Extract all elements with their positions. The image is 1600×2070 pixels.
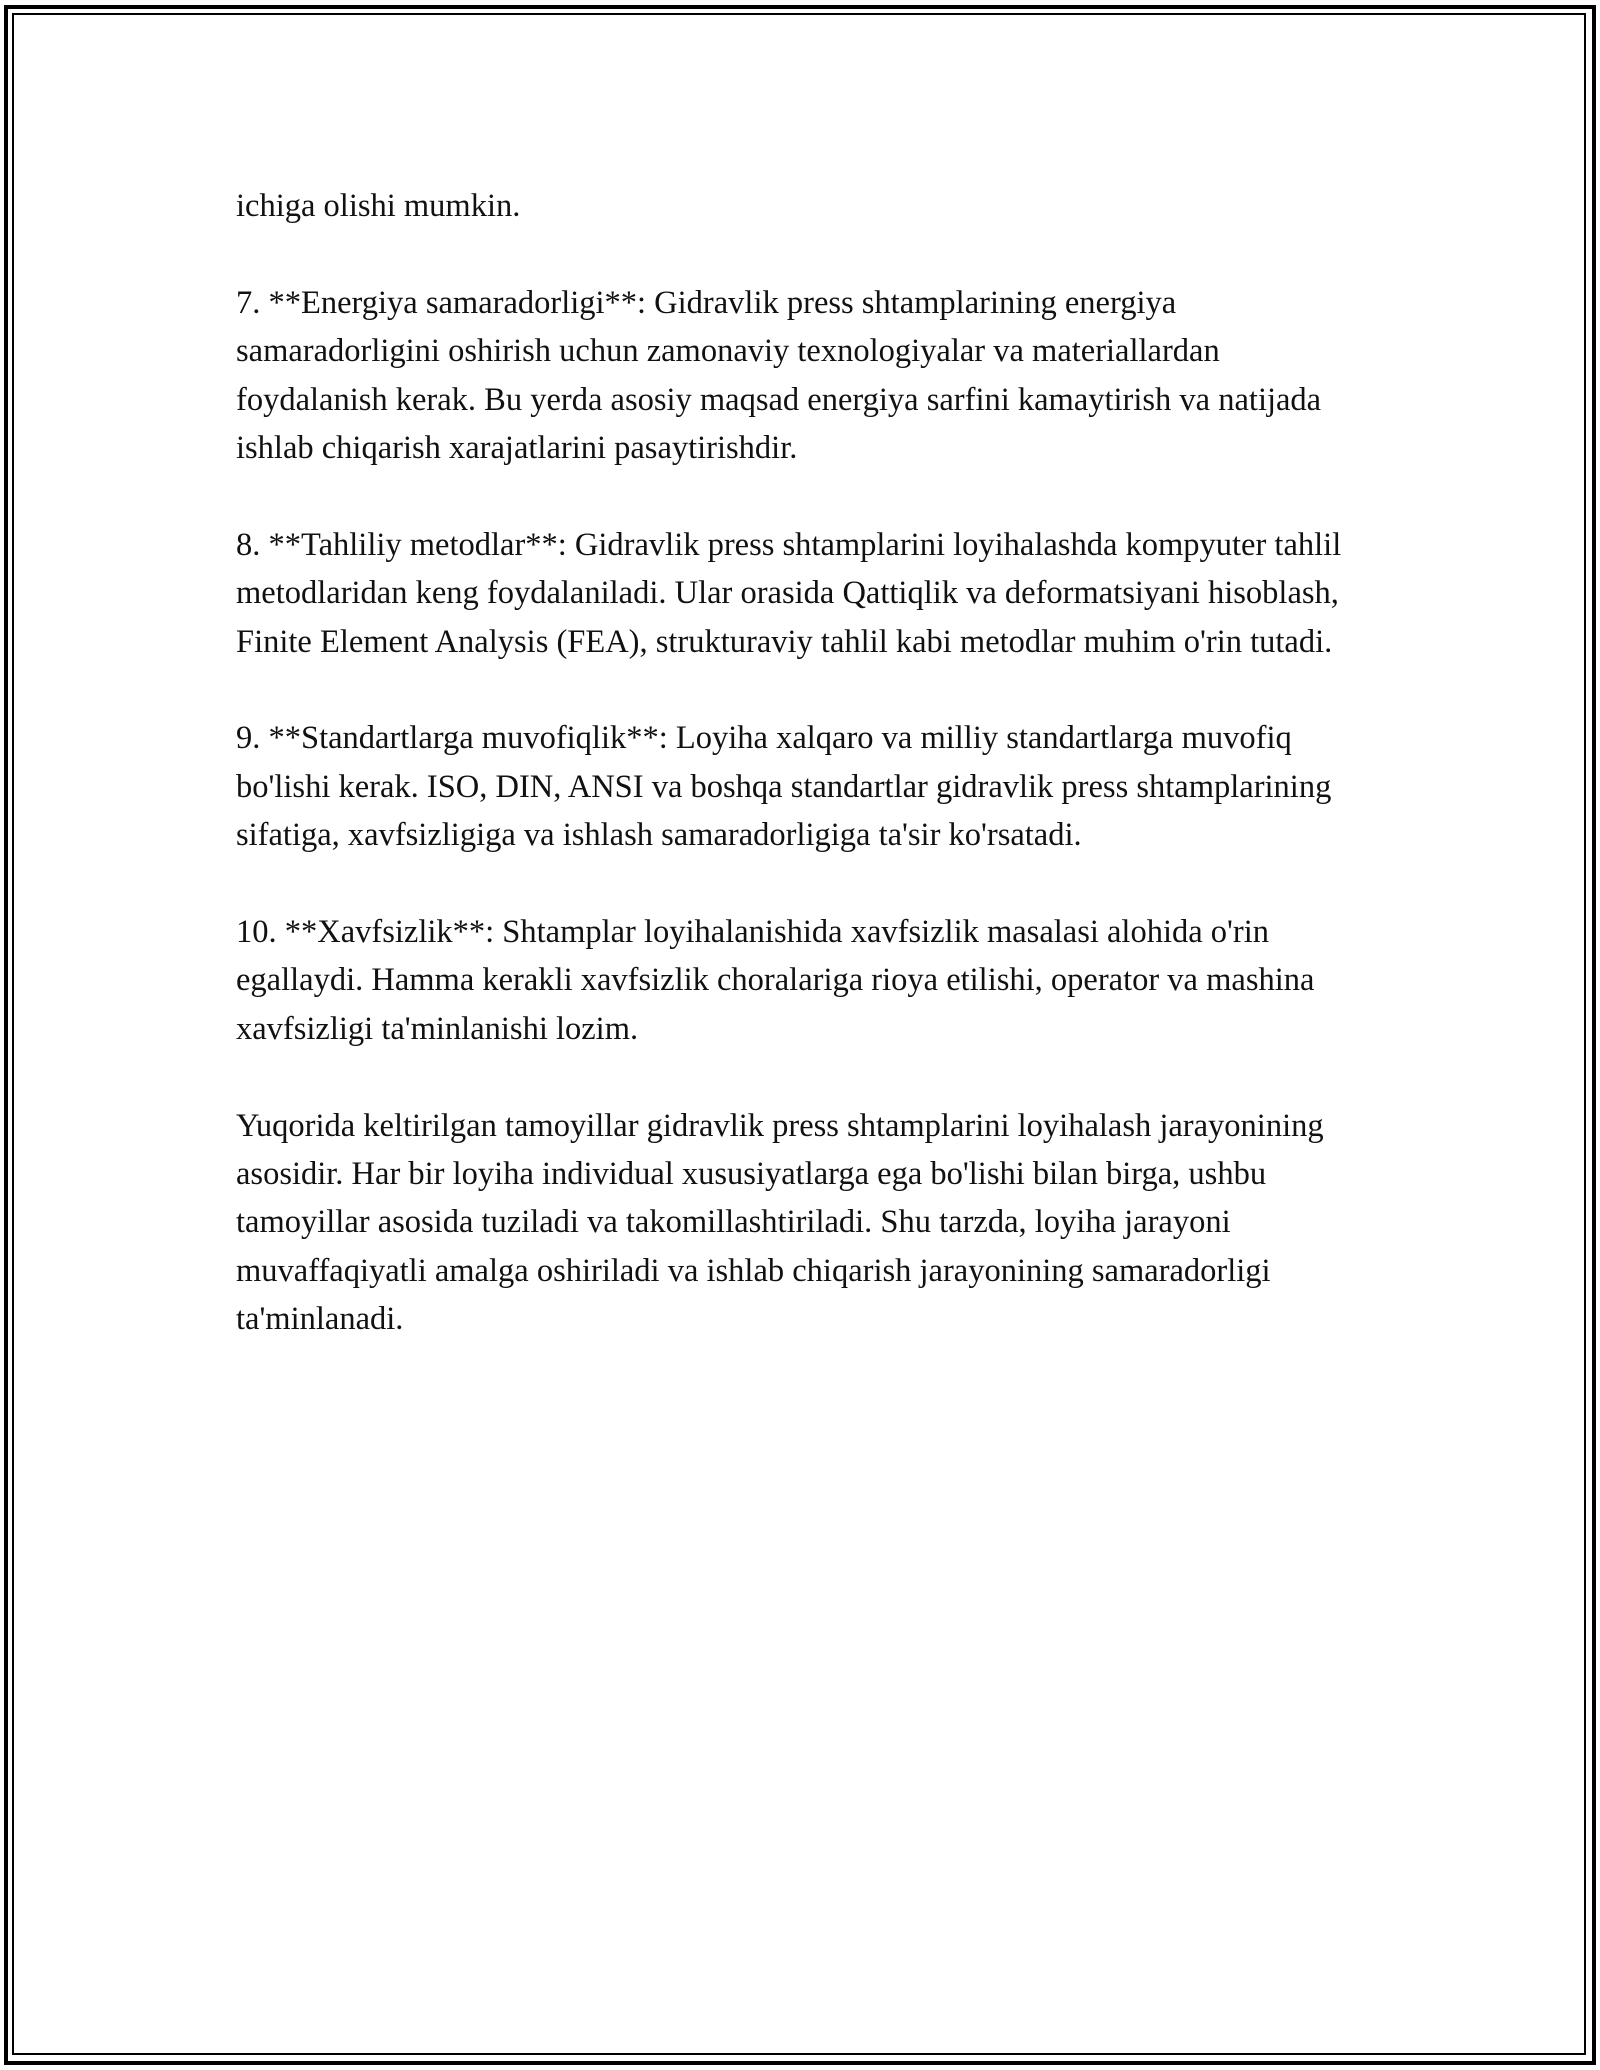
paragraph-safety: 10. **Xavfsizlik**: Shtamplar loyihalanishida xavfsizlik masalasi alohida o'rin egallaydi. Hamma kerakli xavfsizlik choralariga rioya etilishi, operator va mashina xavfsizligi ta'minlanishi lozim. [236, 914, 1315, 1047]
paragraph-conclusion: Yuqorida keltirilgan tamoyillar gidravlik press shtamplarini loyihalash jarayonining asosidir. Har bir loyiha individual xususiyatlarga ega bo'lishi bilan birga, ushbu tamoyillar asosida tuziladi va takomillashtiriladi. Shu tarzda, loyiha jarayoni muvaffaqiyatli amalga oshiriladi va ishlab chiqarish jarayonining samaradorligi ta'minlanadi. [236, 1107, 1324, 1338]
paragraph-continuation: ichiga olishi mumkin. [236, 188, 521, 224]
document-body [236, 182, 1366, 1344]
paragraph-standards-compliance: 9. **Standartlarga muvofiqlik**: Loyiha xalqaro va milliy standartlarga muvofiq bo'lishi kerak. ISO, DIN, ANSI va boshqa standartlar gidravlik press shtamplarining sifatiga, xavfsizligiga va ishlash samaradorligiga ta'sir ko'rsatadi. [236, 720, 1332, 854]
paragraph-energy-efficiency: 7. **Energiya samaradorligi**: Gidravlik press shtamplarining energiya samaradorligini oshirish uchun zamonaviy texnologiyalar va materiallardan foydalanish kerak. Bu yerda asosiy maqsad energiya sarfini kamaytirish va natijada ishlab chiqarish xarajatlarini pasaytirishdir. [236, 284, 1322, 467]
paragraph-analytical-methods: 8. **Tahliliy metodlar**: Gidravlik press shtamplarini loyihalashda kompyuter tahlil metodlaridan keng foydalaniladi. Ular orasida Qattiqlik va deformatsiyani hisoblash, Finite Element Analysis (FEA), strukturaviy tahlil kabi metodlar muhim o'rin tutadi. [236, 526, 1342, 660]
